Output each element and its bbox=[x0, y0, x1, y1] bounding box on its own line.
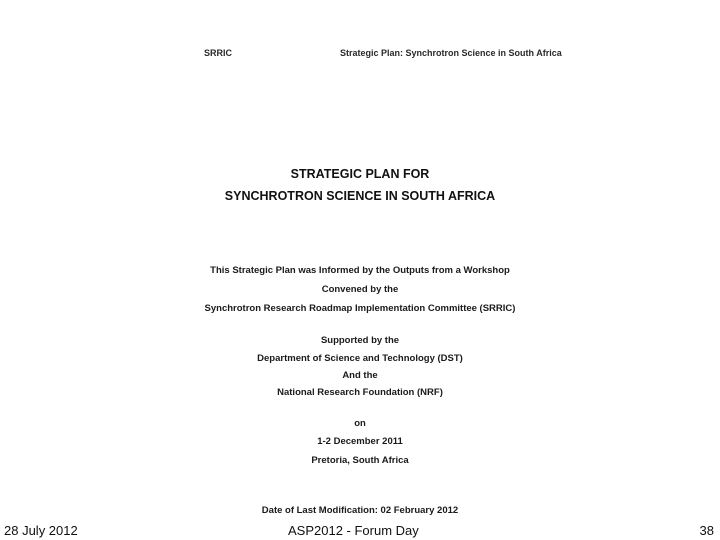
title-line-1: STRATEGIC PLAN FOR bbox=[290, 167, 430, 181]
document-header-org: SRRIC bbox=[204, 48, 233, 58]
event-date-line: 1-2 December 2011 bbox=[317, 436, 403, 447]
document-header-title: Strategic Plan: Synchrotron Science in South Africa bbox=[340, 48, 562, 58]
and-line: And the bbox=[342, 370, 378, 381]
convened-line: Convened by the bbox=[321, 284, 399, 295]
footer-page-number: 38 bbox=[699, 523, 714, 538]
document-title bbox=[200, 163, 520, 207]
supported-line: Supported by the bbox=[320, 335, 400, 346]
informed-line: This Strategic Plan was Informed by the Outputs from a Workshop bbox=[210, 265, 510, 276]
title-line-2: SYNCHROTRON SCIENCE IN SOUTH AFRICA bbox=[224, 189, 496, 203]
event-place-line: Pretoria, South Africa bbox=[311, 455, 409, 466]
on-line: on bbox=[354, 418, 366, 429]
footer-event: ASP2012 - Forum Day bbox=[288, 523, 419, 538]
last-modified-line: Date of Last Modification: 02 February 2012 bbox=[261, 505, 459, 516]
committee-line: Synchrotron Research Roadmap Implementation Committee (SRRIC) bbox=[204, 303, 516, 314]
nrf-line: National Research Foundation (NRF) bbox=[277, 387, 443, 398]
footer-date: 28 July 2012 bbox=[4, 523, 78, 538]
dst-line: Department of Science and Technology (DST) bbox=[257, 353, 463, 364]
